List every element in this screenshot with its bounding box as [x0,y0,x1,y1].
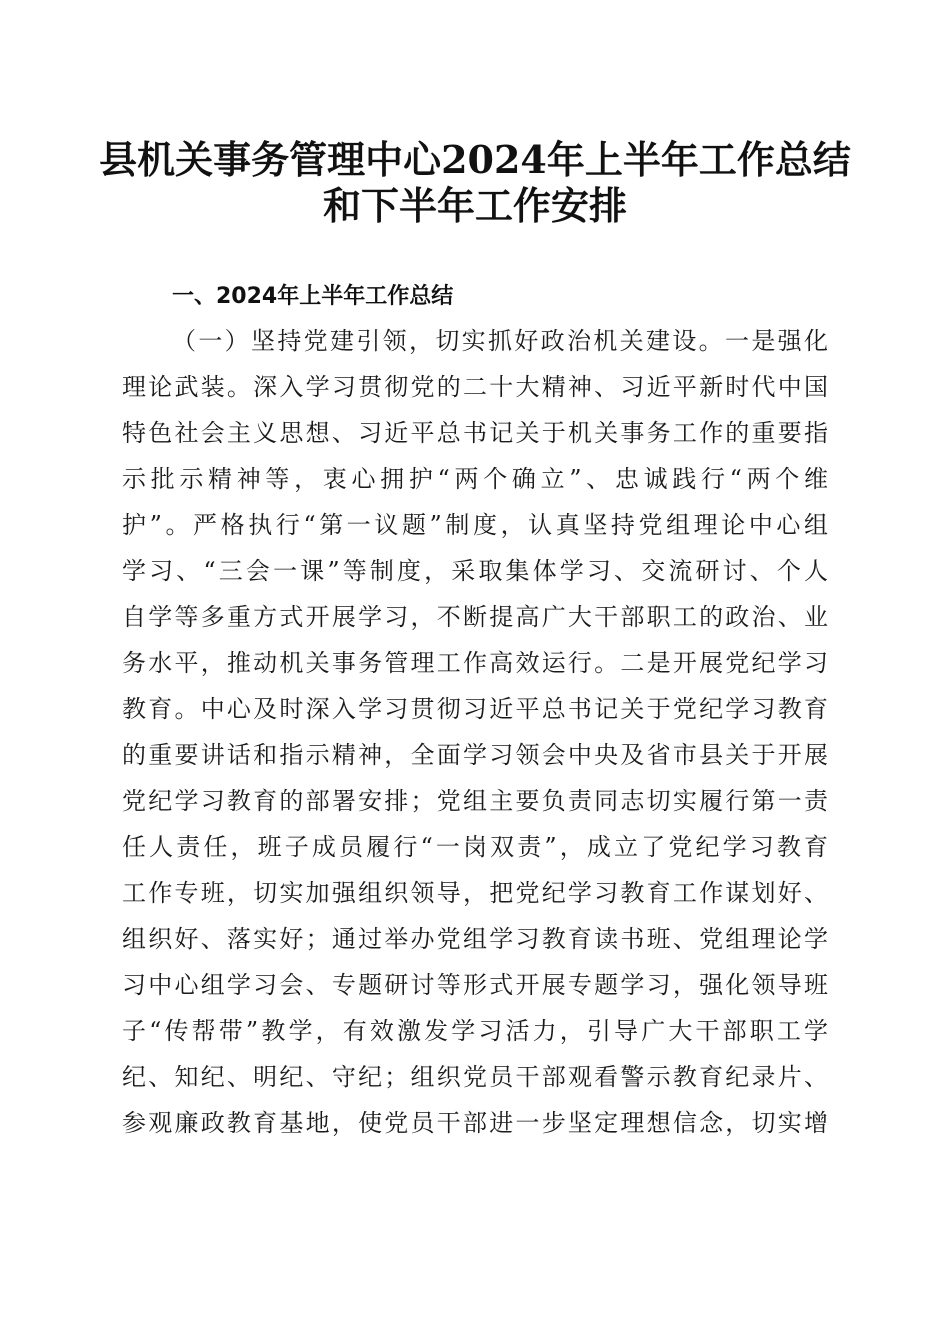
paragraph-line: 教育。中心及时深入学习贯彻习近平总书记关于党纪学习教育 [122,695,828,723]
paragraph-line: 任人责任，班子成员履行“一岗双责”，成立了党纪学习教育 [122,833,828,861]
paragraph-line: 理论武装。深入学习贯彻党的二十大精神、习近平新时代中国 [122,373,828,401]
paragraph-line: 的重要讲话和指示精神，全面学习领会中央及省市县关于开展 [122,741,828,769]
document-title-line-1: 县机关事务管理中心2024年上半年工作总结 [99,137,851,182]
paragraph-line: 护”。严格执行“第一议题”制度，认真坚持党组理论中心组 [122,511,828,539]
paragraph-line: 子“传帮带”教学，有效激发学习活力，引导广大干部职工学 [122,1017,828,1045]
paragraph-line: 自学等多重方式开展学习，不断提高广大干部职工的政治、业 [122,603,828,631]
paragraph-line: （一）坚持党建引领，切实抓好政治机关建设。一是强化 [172,327,828,355]
paragraph-line: 党纪学习教育的部署安排；党组主要负责同志切实履行第一责 [122,787,828,815]
section-heading: 一、2024年上半年工作总结 [172,284,454,309]
paragraph-line: 工作专班，切实加强组织领导，把党纪学习教育工作谋划好、 [122,879,828,907]
paragraph-line: 示批示精神等，衷心拥护“两个确立”、忠诚践行“两个维 [122,465,828,493]
paragraph-line: 学习、“三会一课”等制度，采取集体学习、交流研讨、个人 [122,557,828,585]
paragraph-line: 务水平，推动机关事务管理工作高效运行。二是开展党纪学习 [122,649,828,677]
paragraph-line: 特色社会主义思想、习近平总书记关于机关事务工作的重要指 [122,419,828,447]
paragraph-line: 习中心组学习会、专题研讨等形式开展专题学习，强化领导班 [122,971,828,999]
paragraph-line: 组织好、落实好；通过举办党组学习教育读书班、党组理论学 [122,925,828,953]
paragraph-line: 参观廉政教育基地，使党员干部进一步坚定理想信念，切实增 [122,1109,828,1137]
document-title-line-2: 和下半年工作安排 [322,183,627,228]
paragraph-line: 纪、知纪、明纪、守纪；组织党员干部观看警示教育纪录片、 [122,1063,828,1091]
